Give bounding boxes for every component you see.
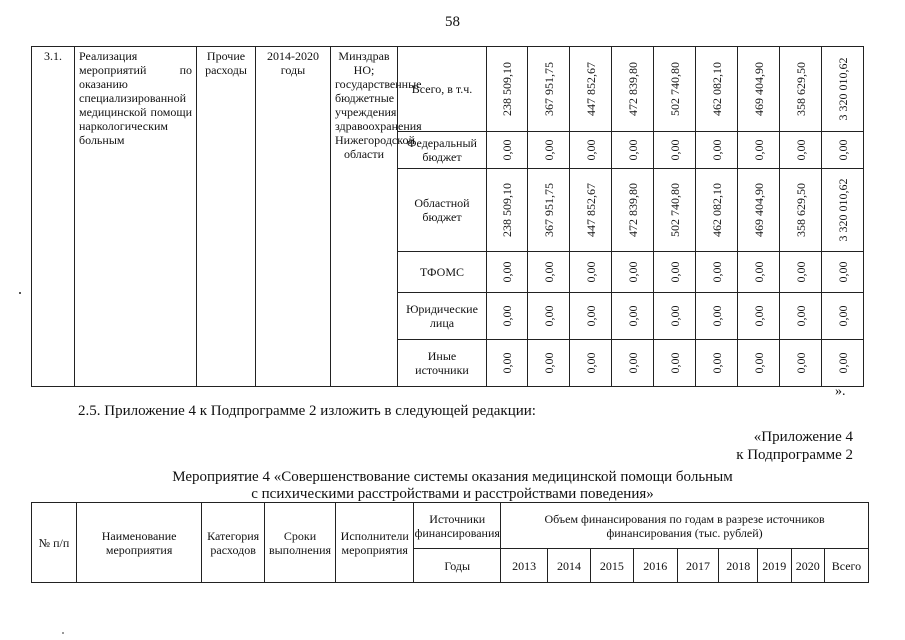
funding-value [696, 340, 738, 387]
funding-value [696, 132, 738, 169]
funding-value-text: 0,00 [667, 305, 682, 327]
funding-value-text: 469 404,90 [751, 183, 766, 237]
scan-speck [19, 292, 21, 294]
funding-value [612, 293, 654, 340]
funding-value-text: 0,00 [583, 305, 598, 327]
col-category: Категория расходов [202, 503, 265, 583]
funding-value [738, 293, 780, 340]
funding-value-text: 462 082,10 [709, 62, 724, 116]
funding-source: Юридические лица [398, 293, 487, 340]
funding-value [738, 252, 780, 293]
funding-value-text: 0,00 [583, 139, 598, 161]
funding-value-text: 0,00 [667, 261, 682, 283]
funding-value [780, 169, 822, 252]
funding-value [738, 340, 780, 387]
funding-value [696, 252, 738, 293]
funding-value-text: 0,00 [625, 139, 640, 161]
funding-value-text: 0,00 [625, 261, 640, 283]
funding-value-text: 3 320 010,62 [835, 57, 850, 121]
funding-value-text: 0,00 [835, 305, 850, 327]
funding-value [696, 293, 738, 340]
closing-quote: ». [835, 384, 846, 399]
title-line-2: с психическими расстройствами и расстройствами поведения» [251, 486, 654, 502]
funding-value-text: 0,00 [667, 139, 682, 161]
funding-value [528, 340, 570, 387]
year-header: 2017 [677, 549, 719, 583]
funding-value-text: 0,00 [541, 261, 556, 283]
funding-value [487, 293, 528, 340]
funding-value [570, 340, 612, 387]
funding-value-text: 0,00 [751, 139, 766, 161]
title-line-1: Мероприятие 4 «Совершенствование системы оказания медицинской помощи больным [172, 469, 733, 485]
funding-value [738, 47, 780, 132]
appendix-line-1: «Приложение 4 [753, 429, 853, 445]
funding-value [654, 252, 696, 293]
funding-value [487, 169, 528, 252]
funding-value-text: 0,00 [500, 352, 514, 374]
funding-value [822, 293, 864, 340]
measure-period: 2014-2020 годы [256, 47, 331, 387]
funding-value-text: 0,00 [709, 261, 724, 283]
funding-value-text: 0,00 [793, 261, 808, 283]
funding-value [780, 47, 822, 132]
funding-value [654, 340, 696, 387]
funding-value-text: 0,00 [500, 139, 514, 161]
year-header: 2013 [501, 549, 548, 583]
funding-value-text: 367 951,75 [541, 183, 556, 237]
funding-value-text: 0,00 [835, 139, 850, 161]
funding-value-text: 367 951,75 [541, 62, 556, 116]
funding-value-text: 447 852,67 [583, 62, 598, 116]
funding-value-text: 0,00 [793, 139, 808, 161]
funding-value [780, 132, 822, 169]
funding-value-text: 502 740,80 [667, 183, 682, 237]
measure-category: Прочие расходы [197, 47, 256, 387]
funding-source: ТФОМС [398, 252, 487, 293]
funding-value-text: 0,00 [541, 352, 556, 374]
funding-value [528, 169, 570, 252]
col-executors: Исполнители мероприятия [336, 503, 414, 583]
funding-value [528, 132, 570, 169]
funding-value [738, 169, 780, 252]
funding-value [822, 252, 864, 293]
funding-value-text: 0,00 [625, 305, 640, 327]
funding-value-text: 447 852,67 [583, 183, 598, 237]
funding-value [696, 169, 738, 252]
funding-value [570, 293, 612, 340]
funding-value [570, 47, 612, 132]
year-header: 2019 [758, 549, 791, 583]
year-header: 2015 [590, 549, 633, 583]
funding-value-text: 0,00 [667, 352, 682, 374]
funding-value-text: 0,00 [500, 305, 514, 327]
funding-value [612, 47, 654, 132]
measure-title [0, 469, 905, 503]
appendix-table-header [31, 502, 869, 583]
funding-value-text: 0,00 [793, 352, 808, 374]
appendix-line-2: к Подпрограмме 2 [736, 447, 853, 463]
year-header: Всего [824, 549, 868, 583]
funding-value [528, 252, 570, 293]
col-years-label: Годы [414, 549, 501, 583]
funding-value [487, 47, 528, 132]
funding-value [822, 47, 864, 132]
year-header: 2014 [548, 549, 591, 583]
funding-value [487, 132, 528, 169]
funding-value-text: 462 082,10 [709, 183, 724, 237]
funding-value [570, 252, 612, 293]
funding-value-text: 0,00 [793, 305, 808, 327]
col-num: № п/п [32, 503, 77, 583]
funding-value [654, 169, 696, 252]
funding-value-text: 0,00 [583, 261, 598, 283]
funding-value-text: 0,00 [835, 261, 850, 283]
funding-value-text: 358 629,50 [793, 62, 808, 116]
paragraph-text: 2.5. Приложение 4 к Подпрограмме 2 изложить в следующей редакции: [78, 403, 536, 419]
page-number: 58 [445, 14, 460, 30]
measure-name: Реализация мероприятий по оказанию специализированной медицинской помощи наркологическим больным [75, 47, 197, 387]
funding-value-text: 0,00 [709, 352, 724, 374]
funding-value-text: 0,00 [583, 352, 598, 374]
funding-value [487, 340, 528, 387]
funding-source: Федеральный бюджет [398, 132, 487, 169]
funding-value [528, 293, 570, 340]
funding-value [570, 132, 612, 169]
funding-source: Иные источники [398, 340, 487, 387]
scan-speck [62, 632, 64, 634]
funding-value [822, 340, 864, 387]
funding-value [612, 252, 654, 293]
funding-value [487, 252, 528, 293]
funding-value [612, 169, 654, 252]
funding-value [528, 47, 570, 132]
funding-value-text: 238 509,10 [500, 183, 514, 237]
col-volume: Объем финансирования по годам в разрезе источников финансирования (тыс. рублей) [501, 503, 869, 549]
col-name: Наименование мероприятия [76, 503, 201, 583]
funding-value [654, 132, 696, 169]
funding-value-text: 0,00 [751, 352, 766, 374]
appendix-heading [736, 428, 853, 464]
funding-value-text: 358 629,50 [793, 183, 808, 237]
funding-value-text: 0,00 [835, 352, 850, 374]
funding-value-text: 0,00 [500, 261, 514, 283]
funding-value-text: 3 320 010,62 [835, 178, 850, 242]
row-number: 3.1. [32, 47, 75, 387]
col-sources: Источники финансирования [414, 503, 501, 549]
year-header: 2018 [719, 549, 758, 583]
year-header: 2016 [633, 549, 677, 583]
measure-executor: Минздрав НО; государственные бюджетные учреждения здравоохранения Нижегородской области [331, 47, 398, 387]
funding-value-text: 0,00 [625, 352, 640, 374]
funding-value [780, 293, 822, 340]
funding-value [738, 132, 780, 169]
funding-value [822, 132, 864, 169]
funding-value [654, 47, 696, 132]
measure-table [31, 46, 864, 387]
funding-value-text: 502 740,80 [667, 62, 682, 116]
funding-value [822, 169, 864, 252]
funding-value [654, 293, 696, 340]
funding-value-text: 0,00 [751, 261, 766, 283]
funding-source: Областной бюджет [398, 169, 487, 252]
funding-source: Всего, в т.ч. [398, 47, 487, 132]
funding-value-text: 0,00 [541, 139, 556, 161]
funding-value-text: 469 404,90 [751, 62, 766, 116]
funding-value-text: 472 839,80 [625, 183, 640, 237]
funding-value-text: 0,00 [709, 139, 724, 161]
funding-value-text: 238 509,10 [500, 62, 514, 116]
funding-value [780, 340, 822, 387]
funding-value [696, 47, 738, 132]
year-header: 2020 [791, 549, 824, 583]
funding-value [780, 252, 822, 293]
funding-value-text: 0,00 [541, 305, 556, 327]
funding-value-text: 472 839,80 [625, 62, 640, 116]
funding-value-text: 0,00 [751, 305, 766, 327]
funding-value [612, 132, 654, 169]
funding-value-text: 0,00 [709, 305, 724, 327]
funding-value [570, 169, 612, 252]
funding-value [612, 340, 654, 387]
col-period: Сроки выполнения [264, 503, 335, 583]
